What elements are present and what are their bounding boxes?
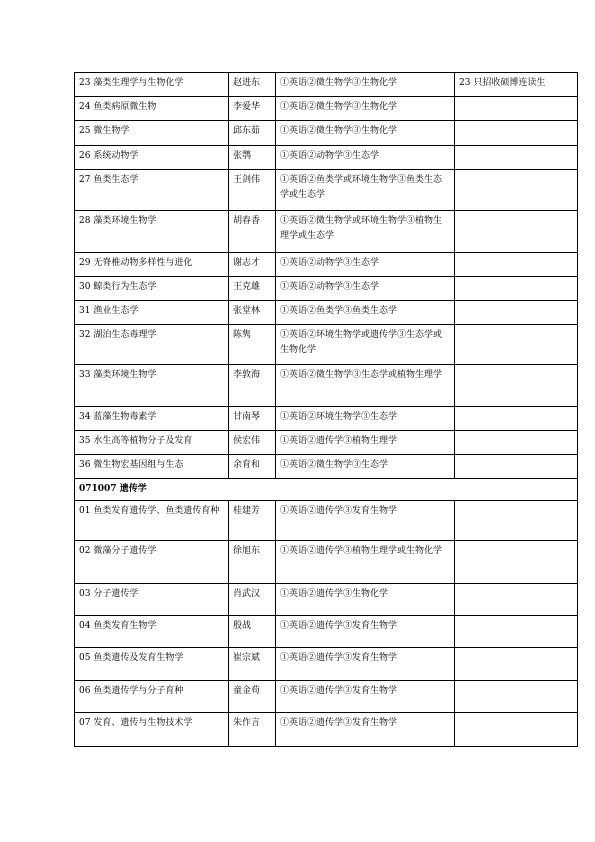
direction-cell: 26 系统动物学 (75, 146, 229, 170)
direction-cell: 34 蓝藻生物毒素学 (75, 407, 229, 431)
direction-cell: 04 鱼类发育生物学 (75, 616, 229, 648)
note-cell (455, 407, 578, 431)
note-cell (455, 455, 578, 479)
table-row (75, 365, 578, 407)
exam-cell: ①英语②环境生物学或遗传学③生态学或生物化学 (276, 325, 455, 365)
exam-cell: ①英语②遗传学③发育生物学 (276, 681, 455, 713)
supervisor-cell: 崔宗斌 (229, 648, 276, 681)
note-cell: 23 只招收硕博连读生 (455, 73, 578, 97)
supervisor-cell: 余育和 (229, 455, 276, 479)
note-cell (455, 713, 578, 747)
direction-cell: 28 藻类环境生物学 (75, 211, 229, 253)
table-row (75, 170, 578, 211)
program-table (74, 72, 578, 747)
supervisor-cell: 甘南琴 (229, 407, 276, 431)
supervisor-cell: 童金苟 (229, 681, 276, 713)
direction-cell: 30 鲸类行为生态学 (75, 277, 229, 301)
exam-cell: ①英语②动物学③生态学 (276, 277, 455, 301)
table-row (75, 73, 578, 97)
section-title: 071007 遗传学 (75, 479, 578, 501)
direction-cell: 33 藻类环境生物学 (75, 365, 229, 407)
supervisor-cell: 李爱华 (229, 97, 276, 121)
table-row (75, 431, 578, 455)
note-cell (455, 121, 578, 146)
note-cell (455, 253, 578, 277)
exam-cell: ①英语②鱼类学③鱼类生态学 (276, 301, 455, 325)
supervisor-cell: 陈隽 (229, 325, 276, 365)
direction-cell: 36 微生物宏基因组与生态 (75, 455, 229, 479)
note-cell (455, 170, 578, 211)
exam-cell: ①英语②动物学③生态学 (276, 146, 455, 170)
table-row (75, 455, 578, 479)
note-cell (455, 97, 578, 121)
table-row (75, 681, 578, 713)
direction-cell: 03 分子遗传学 (75, 584, 229, 616)
note-cell (455, 681, 578, 713)
note-cell (455, 146, 578, 170)
table-row (75, 648, 578, 681)
supervisor-cell: 谢志才 (229, 253, 276, 277)
exam-cell: ①英语②动物学③生态学 (276, 253, 455, 277)
table-row (75, 277, 578, 301)
note-cell (455, 277, 578, 301)
direction-cell: 25 微生物学 (75, 121, 229, 146)
exam-cell: ①英语②遗传学③发育生物学 (276, 713, 455, 747)
exam-cell: ①英语②微生物学或环境生物学③植物生理学或生态学 (276, 211, 455, 253)
table-row (75, 301, 578, 325)
supervisor-cell: 张堂林 (229, 301, 276, 325)
exam-cell: ①英语②遗传学③植物生理学 (276, 431, 455, 455)
exam-cell: ①英语②微生物学③生物化学 (276, 97, 455, 121)
direction-cell: 27 鱼类生态学 (75, 170, 229, 211)
direction-cell: 02 微藻分子遗传学 (75, 541, 229, 584)
table-row (75, 713, 578, 747)
exam-cell: ①英语②微生物学③生物化学 (276, 73, 455, 97)
note-cell (455, 301, 578, 325)
direction-cell: 24 鱼类病原微生物 (75, 97, 229, 121)
direction-cell: 31 渔业生态学 (75, 301, 229, 325)
exam-cell: ①英语②微生物学③生态学 (276, 455, 455, 479)
table-row (75, 121, 578, 146)
note-cell (455, 325, 578, 365)
direction-cell: 29 无脊椎动物多样性与进化 (75, 253, 229, 277)
table-row (75, 541, 578, 584)
supervisor-cell: 王剑伟 (229, 170, 276, 211)
table-row (75, 253, 578, 277)
exam-cell: ①英语②微生物学③生态学或植物生理学 (276, 365, 455, 407)
direction-cell: 35 水生高等植物分子及发育 (75, 431, 229, 455)
supervisor-cell: 朱作言 (229, 713, 276, 747)
table-row (75, 407, 578, 431)
note-cell (455, 648, 578, 681)
direction-cell: 07 发育、遗传与生物技术学 (75, 713, 229, 747)
supervisor-cell: 桂建芳 (229, 501, 276, 541)
exam-cell: ①英语②遗传学③发育生物学 (276, 501, 455, 541)
exam-cell: ①英语②微生物学③生物化学 (276, 121, 455, 146)
direction-cell: 23 藻类生理学与生物化学 (75, 73, 229, 97)
direction-cell: 01 鱼类发育遗传学、鱼类遗传育种 (75, 501, 229, 541)
table-row (75, 211, 578, 253)
exam-cell: ①英语②遗传学③生物化学 (276, 584, 455, 616)
note-cell (455, 541, 578, 584)
note-cell (455, 616, 578, 648)
supervisor-cell: 胡春香 (229, 211, 276, 253)
supervisor-cell: 张鹗 (229, 146, 276, 170)
note-cell (455, 501, 578, 541)
exam-cell: ①英语②遗传学③发育生物学 (276, 616, 455, 648)
exam-cell: ①英语②遗传学③发育生物学 (276, 648, 455, 681)
supervisor-cell: 肖武汉 (229, 584, 276, 616)
section-header-row (75, 479, 578, 501)
note-cell (455, 365, 578, 407)
table-row (75, 501, 578, 541)
supervisor-cell: 李敦海 (229, 365, 276, 407)
direction-cell: 06 鱼类遗传学与分子育种 (75, 681, 229, 713)
supervisor-cell: 殷战 (229, 616, 276, 648)
supervisor-cell: 邱东茹 (229, 121, 276, 146)
note-cell (455, 211, 578, 253)
table-row (75, 325, 578, 365)
direction-cell: 05 鱼类遗传及发育生物学 (75, 648, 229, 681)
table-row (75, 584, 578, 616)
supervisor-cell: 侯宏伟 (229, 431, 276, 455)
supervisor-cell: 赵进东 (229, 73, 276, 97)
exam-cell: ①英语②遗传学③植物生理学或生物化学 (276, 541, 455, 584)
note-cell (455, 584, 578, 616)
table-row (75, 146, 578, 170)
supervisor-cell: 王克雄 (229, 277, 276, 301)
direction-cell: 32 湖泊生态毒理学 (75, 325, 229, 365)
table-row (75, 616, 578, 648)
exam-cell: ①英语②环境生物学③生态学 (276, 407, 455, 431)
supervisor-cell: 徐旭东 (229, 541, 276, 584)
ecology-rows (75, 73, 578, 747)
exam-cell: ①英语②鱼类学或环境生物学③鱼类生态学或生态学 (276, 170, 455, 211)
table-row (75, 97, 578, 121)
note-cell (455, 431, 578, 455)
